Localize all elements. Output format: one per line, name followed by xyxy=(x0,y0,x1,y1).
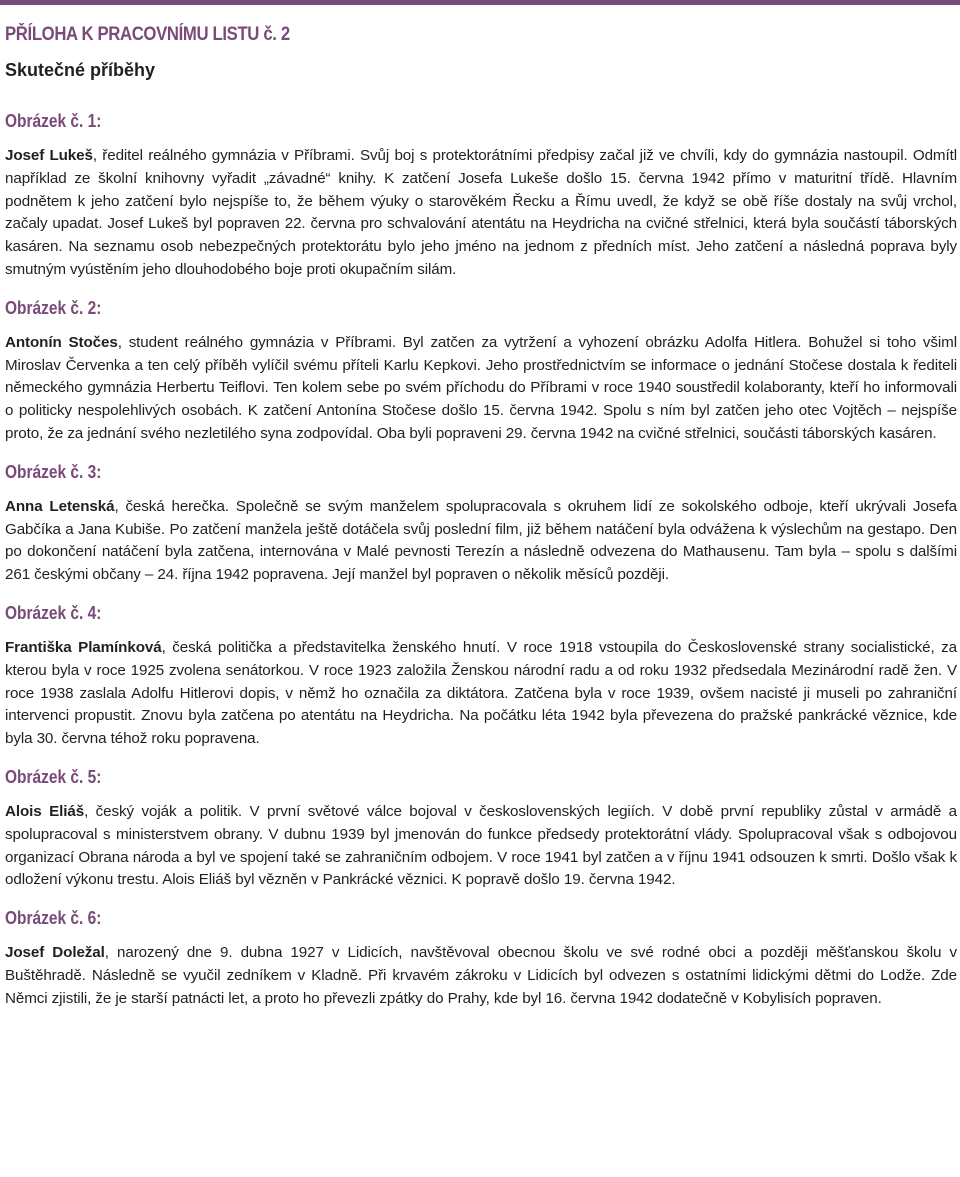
section-text-6: , narozený dne 9. dubna 1927 v Lidicích, navštěvoval obecnou školu ve své rodné obci a později měšťanskou školu v Buštěhradě. Následně se vyučil zedníkem v Kladně. Při krvavém zákroku v Lidicích byl odvezen s ostatními lidickými dětmi do Lodže. Zde Němci zjistili, že je starší patnácti let, a proto ho převezli zpátky do Prahy, kde byl 16. června 1942 dodatečně v Kobylisích popraven. xyxy=(5,944,958,1007)
person-name-4: Františka Plamínková xyxy=(5,638,162,656)
section-paragraph-6 xyxy=(5,942,957,1010)
section-paragraph-2 xyxy=(5,332,957,446)
section-paragraph-3 xyxy=(5,496,957,587)
section-title-4: Obrázek č. 4: xyxy=(5,602,102,623)
section-title-1: Obrázek č. 1: xyxy=(5,111,102,131)
section-title-6: Obrázek č. 6: xyxy=(5,908,102,929)
section-text-1: , ředitel reálného gymnázia v Příbrami. Svůj boj s protektorátními předpisy začal již ve chvíli, kdy do gymnázia nastoupil. Odmítl například ze školní knihovny vyřadit „závadné“ knihy. K zatčení Josefa Lukeše došlo 15. června 1942 přímo v maturitní třídě. Hlavním podnětem k jeho zatčení bylo nejspíše to, že během výuky o starověkém Řecku a Římu uvedl, že když se obě říše dostaly na svůj vrchol, začaly upadat. Josef Lukeš byl popraven 22. června pro schvalování atentátu na Heydricha na cvičné střelnici, která byla součástí táborských kasáren. Na seznamu osob nebezpečných protektorátu bylo jeho jméno na jednom z předních míst. Jeho zatčení a následná poprava byly smutným vyústěním jeho dlouhodobého boje proti okupačním silám. xyxy=(5,147,957,278)
section-paragraph-1 xyxy=(5,145,957,282)
section-text-2: , student reálného gymnázia v Příbrami. Byl zatčen za vytržení a vyhození obrázku Adolfa Hitlera. Bohužel si toho všiml Miroslav Červenka a ten celý příběh vylíčil svému příteli Karlu Kepkovi. Jeho prostřednictvím se informace o jednání Stočese dostala k řediteli německého gymnázia Herbertu Teiflovi. Ten kolem sebe po svém příchodu do Příbrami v roce 1940 soustředil kolaboranty, kteří ho informovali o politicky nespolehlivých osobách. K zatčení Antonína Stočese došlo 15. června 1942. Spolu s ním byl zatčen jeho otec Vojtěch – nejspíše proto, že za jednání svého nezletilého syna zodpovídal. Oba byli popraveni 29. června 1942 na cvičné střelnici, součásti táborských kasáren. xyxy=(5,333,957,442)
page-subtitle: Skutečné příběhy xyxy=(5,60,156,80)
person-name-6: Josef Doležal xyxy=(5,944,105,962)
document-page xyxy=(5,24,957,1011)
person-name-3: Anna Letenská xyxy=(5,497,115,515)
section-text-5: , český voják a politik. V první světové válce bojoval v československých legiích. V době první republiky zůstal v armádě a spolupracoval s ministerstvem obrany. V dubnu 1939 byl jmenován do funkce předsedy protektorátní vlády. Spolupracoval však s odbojovou organizací Obrana národa a byl ve spojení také se zahraničním odbojem. V roce 1941 byl zatčen a v říjnu 1941 odsouzen k smrti. Došlo však k odložení výkonu trestu. Alois Eliáš byl vězněn v Pankrácké věznici. K popravě došlo 19. června 1942. xyxy=(5,802,957,889)
person-name-2: Antonín Stočes xyxy=(5,333,118,351)
person-name-1: Josef Lukeš xyxy=(5,147,93,164)
top-accent-bar xyxy=(0,0,960,5)
section-text-3: , česká herečka. Společně se svým manželem spolupracovala s okruhem lidí ze sokolského odboje, kteří ukrývali Josefa Gabčíka a Jana Kubiše. Po zatčení manžela ještě dotáčela svůj poslední film, již během natáčení byla odvážena k výslechům na gestapo. Den po dokončení natáčení byla zatčena, internována v Malé pevnosti Terezín a následně odvezena do Mathausenu. Tam byla – spolu s dalšími 261 českými občany – 24. října 1942 popravena. Její manžel byl popraven o několik měsíců později. xyxy=(5,497,957,584)
page-title: PŘÍLOHA K PRACOVNÍMU LISTU č. 2 xyxy=(5,24,290,45)
section-title-2: Obrázek č. 2: xyxy=(5,297,102,318)
section-paragraph-5 xyxy=(5,801,957,892)
section-title-5: Obrázek č. 5: xyxy=(5,766,102,787)
section-title-3: Obrázek č. 3: xyxy=(5,461,102,482)
section-paragraph-4 xyxy=(5,637,957,751)
section-text-4: , česká politička a představitelka ženského hnutí. V roce 1918 vstoupila do Československé strany socialistické, za kterou byla v roce 1925 zvolena senátorkou. V roce 1923 založila Ženskou národní radu a od roku 1932 předsedala Mezinárodní radě žen. V roce 1938 zaslala Adolfu Hitlerovi dopis, v němž ho označila za diktátora. Zatčena byla v roce 1939, ovšem nacisté ji museli po zahraniční intervenci propustit. Znovu byla zatčena po atentátu na Heydricha. Na počátku léta 1942 byla převezena do pražské pankrácké věznice, kde byla 30. června téhož roku popravena. xyxy=(5,638,957,748)
person-name-5: Alois Eliáš xyxy=(5,802,85,820)
